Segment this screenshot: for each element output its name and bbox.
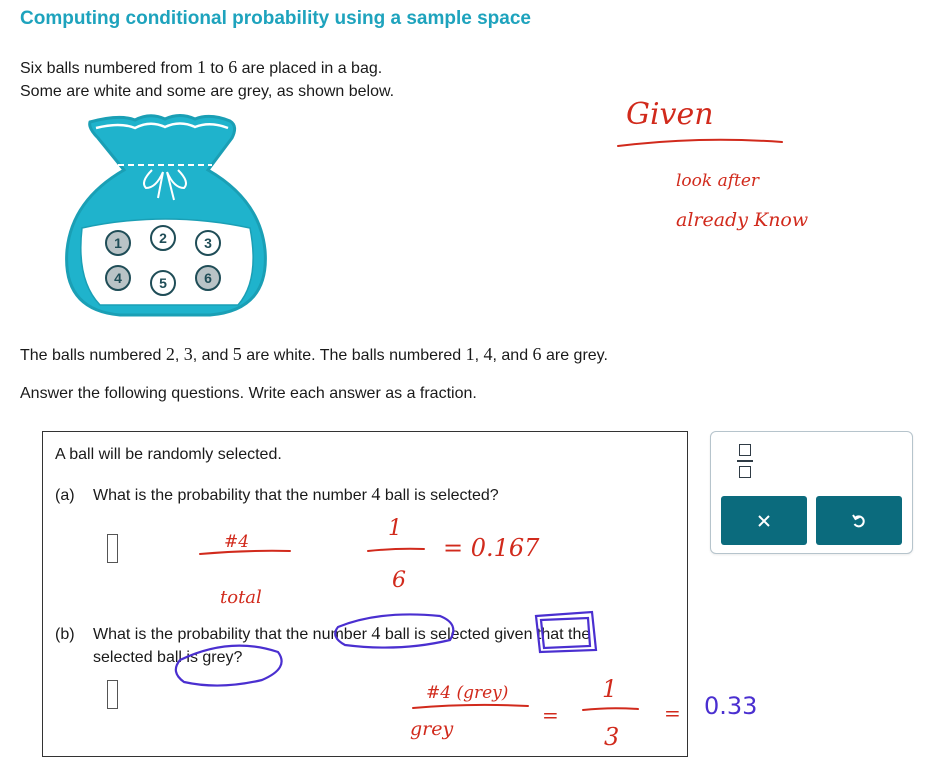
x-icon [757,514,771,528]
annotation-given: Given [626,97,714,132]
annotation-already-know: already Know [676,209,809,231]
answer-input-b[interactable] [107,680,118,709]
ball-3 [196,231,220,255]
instruction-text: Answer the following questions. Write each answer as a fraction. [20,385,477,402]
question-a: (a) What is the probability that the number 4 ball is selected? [55,484,499,504]
fraction-icon[interactable] [737,444,755,478]
ball-number-label: 1 [114,235,122,251]
undo-button[interactable] [816,496,902,545]
intro-line-2: Some are white and some are grey, as shown below. [20,83,395,100]
annotation-a-result: = 0.167 [443,534,540,562]
annotation-a-numerator: #4 [224,532,250,552]
ball-number-label: 6 [204,270,212,286]
clear-button[interactable] [721,496,807,545]
annotation-b-frac-den: 3 [604,723,620,751]
annotation-a-frac-den: 6 [392,568,406,593]
math-tool-panel [710,431,913,554]
intro-line-1: Six balls numbered from 1 to 6 are placed in a bag. [20,57,383,77]
question-box [42,431,688,757]
ball-2 [151,226,175,250]
ball-6 [196,266,220,290]
undo-icon [851,513,867,529]
annotation-a-denominator: total [220,587,262,608]
ball-colors-statement: The balls numbered 2, 3, and 5 are white. The balls numbered 1, 4, and 6 are grey. [20,344,608,364]
annotation-b-equals-2: = [664,701,681,725]
question-b: (b) What is the probability that the number 4 ball is selected given that the selected ball is grey? [55,623,591,666]
ball-5 [151,271,175,295]
ball-4 [106,266,130,290]
annotation-b-denominator: grey [410,718,454,740]
annotation-a-frac-num: 1 [388,516,402,541]
answer-input-a[interactable] [107,534,118,563]
annotation-b-result: 0.33 [704,692,758,720]
annotation-b-numerator: #4 (grey) [426,683,509,703]
ball-number-label: 3 [204,235,212,251]
annotation-b-frac-num: 1 [602,675,618,703]
ball-bag-illustration [60,110,275,325]
annotation-look-after: look after [676,171,760,191]
page-title: Computing conditional probability using a sample space [20,8,531,29]
ball-number-label: 2 [159,230,167,246]
intro-text [20,56,394,103]
question-intro: A ball will be randomly selected. [55,446,282,463]
annotation-b-equals: = [542,703,559,727]
ball-number-label: 4 [114,270,122,286]
ball-1 [106,231,130,255]
ball-number-label: 5 [159,275,167,291]
